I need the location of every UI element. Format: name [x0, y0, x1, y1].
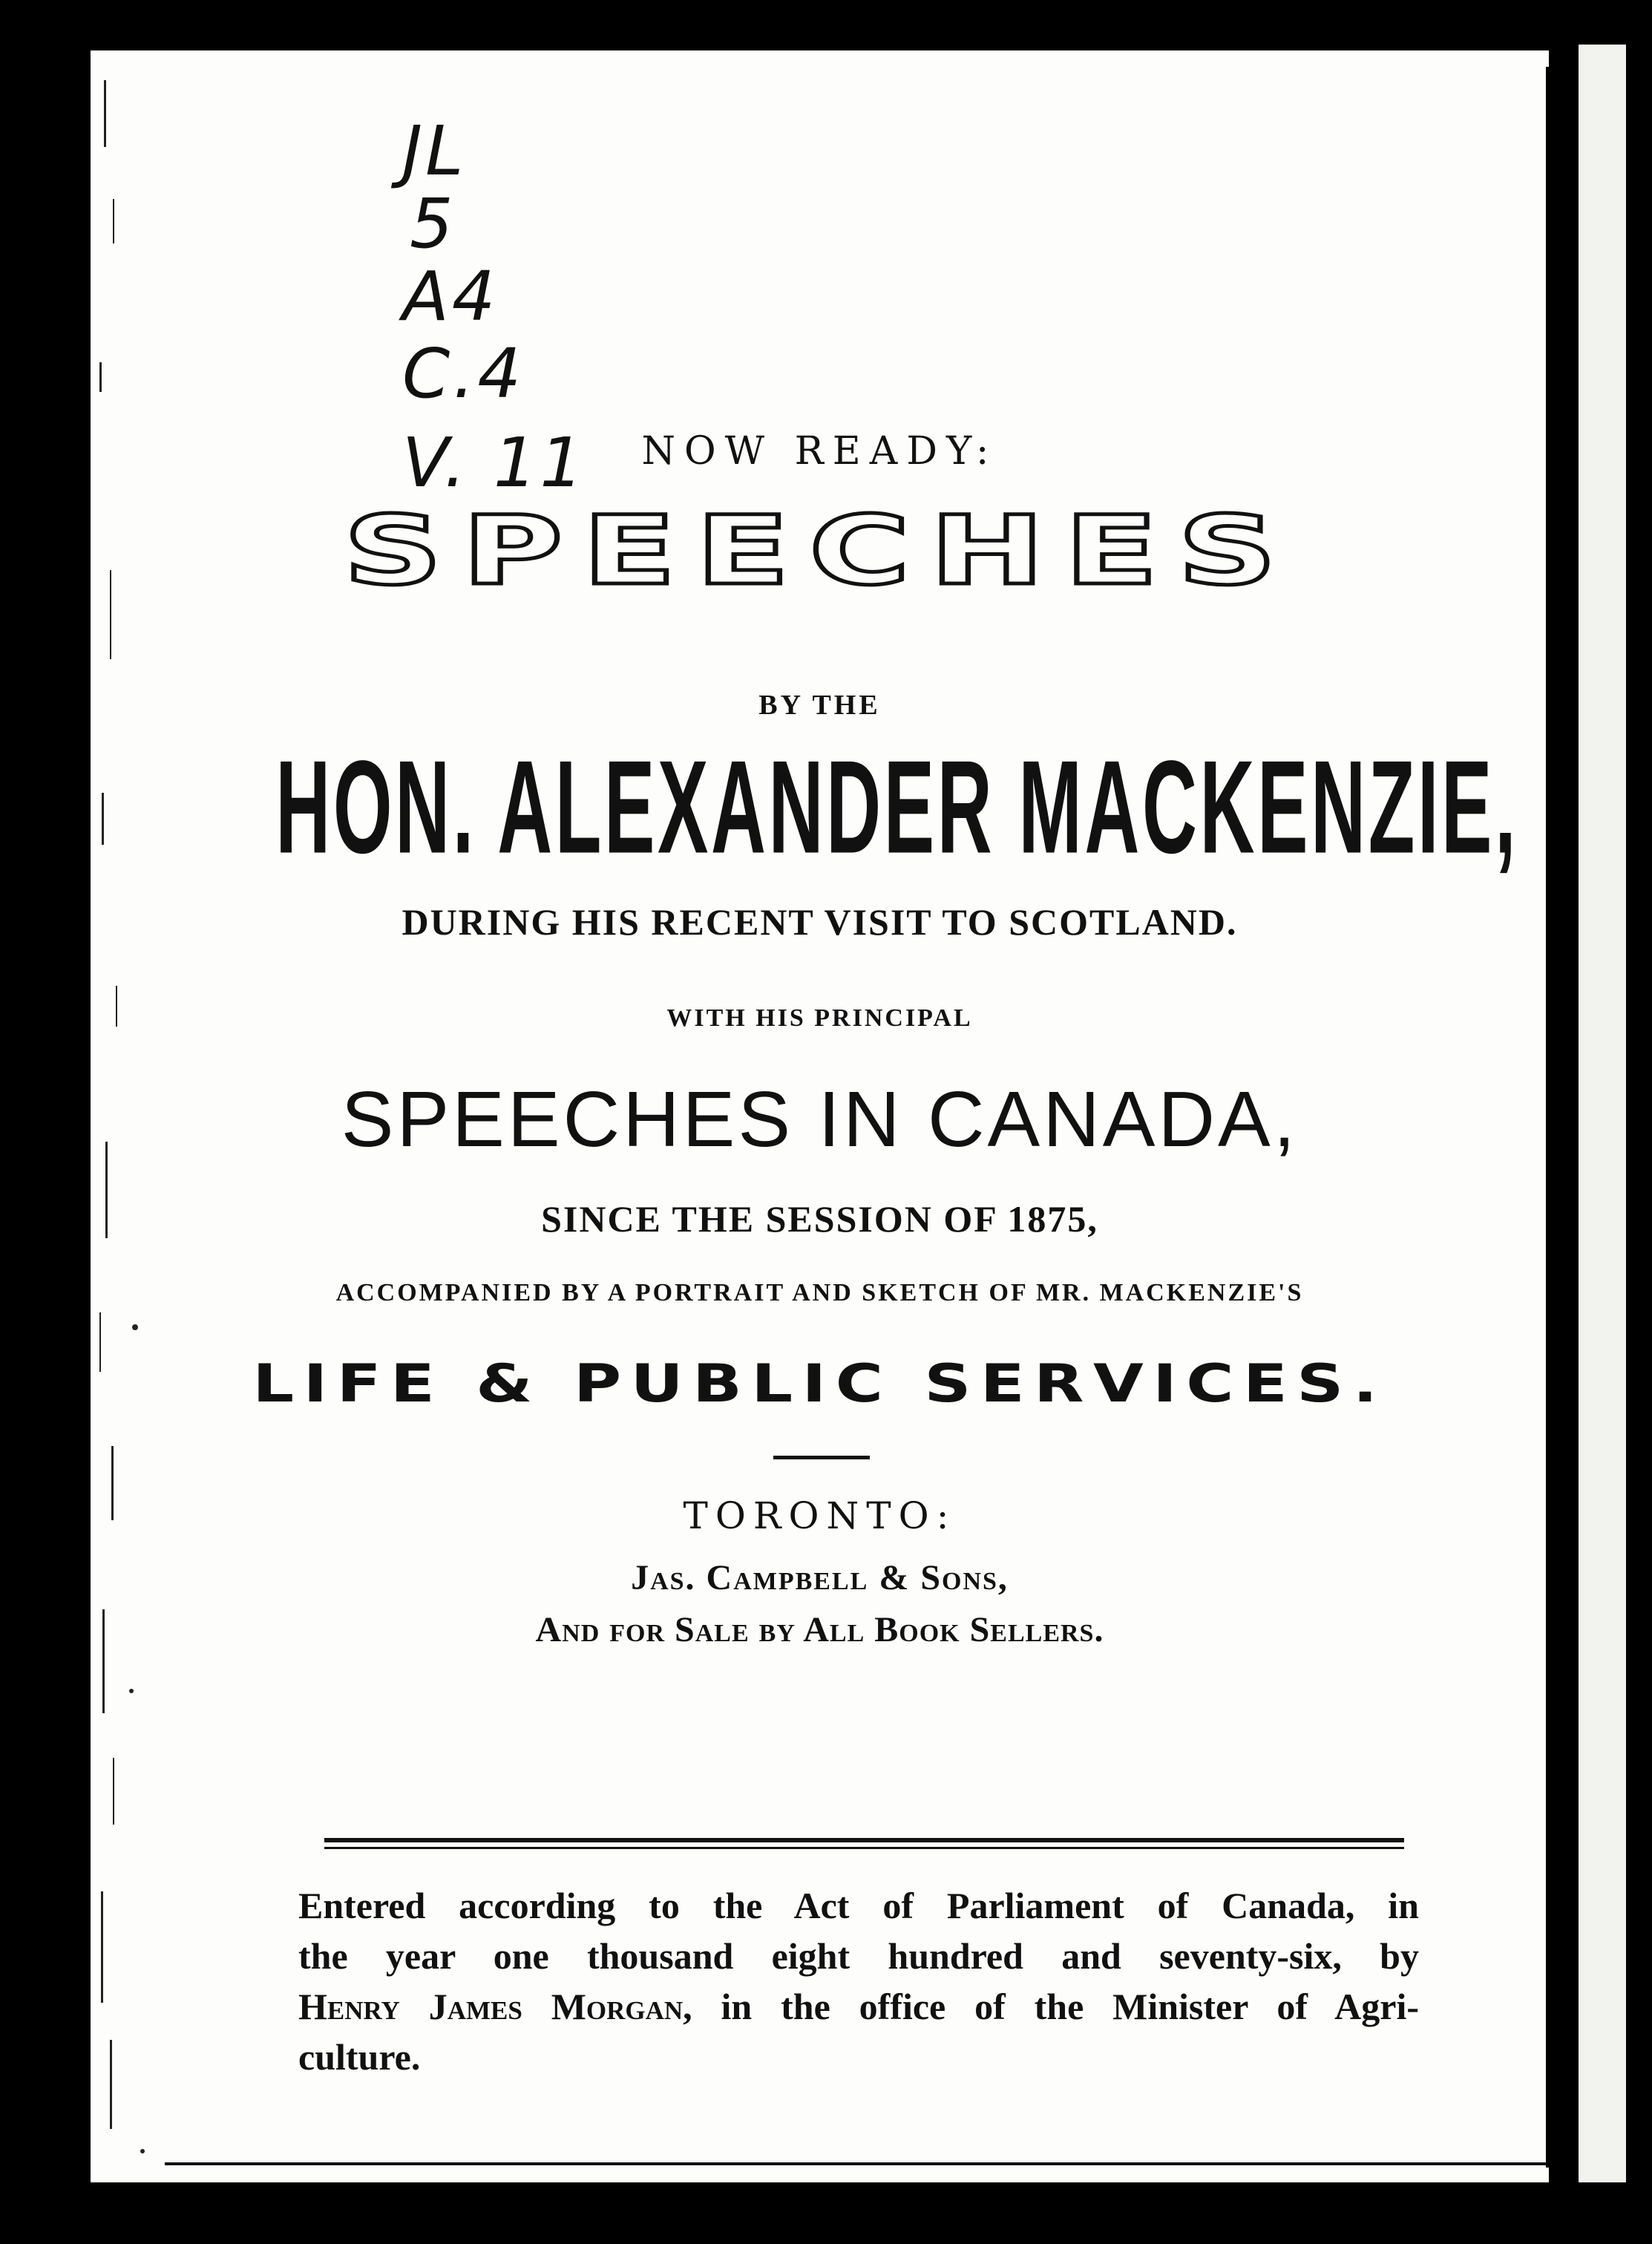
life-public-services-title: LIFE & PUBLIC SERVICES. [252, 1353, 1387, 1414]
adjacent-page-edge [1579, 45, 1626, 2182]
during-line: DURING HIS RECENT VISIT TO SCOTLAND. [401, 901, 1238, 943]
sale-line: And for Sale by All Book Sellers. [535, 1610, 1104, 1649]
copyright-line [298, 1981, 1419, 2032]
callnumber-line: A4 [402, 257, 499, 336]
author-name: HON. ALEXANDER MACKENZIE, [275, 733, 1519, 881]
speeches-title: SPEECHES [343, 496, 1297, 606]
accompanied-line: ACCOMPANIED BY A PORTRAIT AND SKETCH OF MR. MACKENZIE'S [335, 1279, 1304, 1306]
copyright-name: Henry James Morgan [298, 1986, 684, 2027]
callnumber-line: JL [402, 111, 467, 191]
page-bottom-edge [165, 2162, 1549, 2165]
copyright-notice [298, 1880, 1419, 2082]
callnumber-line: 5 [410, 184, 456, 264]
callnumber-line: C.4 [402, 334, 525, 413]
page-shadow-edge [1546, 67, 1579, 2168]
since-session-line: SINCE THE SESSION OF 1875, [541, 1198, 1098, 1240]
speeches-in-canada-title: SPEECHES IN CANADA, [341, 1076, 1299, 1163]
copyright-line: the year one thousand eight hundred and seventy-six, by [298, 1935, 1419, 1977]
copyright-line: Entered according to the Act of Parliament of Canada, in [298, 1885, 1419, 1926]
publisher-line: Jas. Campbell & Sons, [631, 1558, 1009, 1597]
with-his-line: WITH HIS PRINCIPAL [666, 1004, 973, 1032]
callnumber-line: V. 11 [402, 423, 586, 503]
double-divider [324, 1838, 1404, 1851]
now-ready-heading: NOW READY: [641, 429, 998, 474]
by-the-line: BY THE [758, 690, 881, 721]
city-line: TORONTO: [683, 1494, 957, 1537]
title-page [91, 50, 1549, 2182]
short-divider [773, 1456, 870, 1459]
copyright-line: culture. [298, 2036, 421, 2078]
copyright-line-rest: , in the office of the Minister of Agri- [683, 1986, 1419, 2027]
